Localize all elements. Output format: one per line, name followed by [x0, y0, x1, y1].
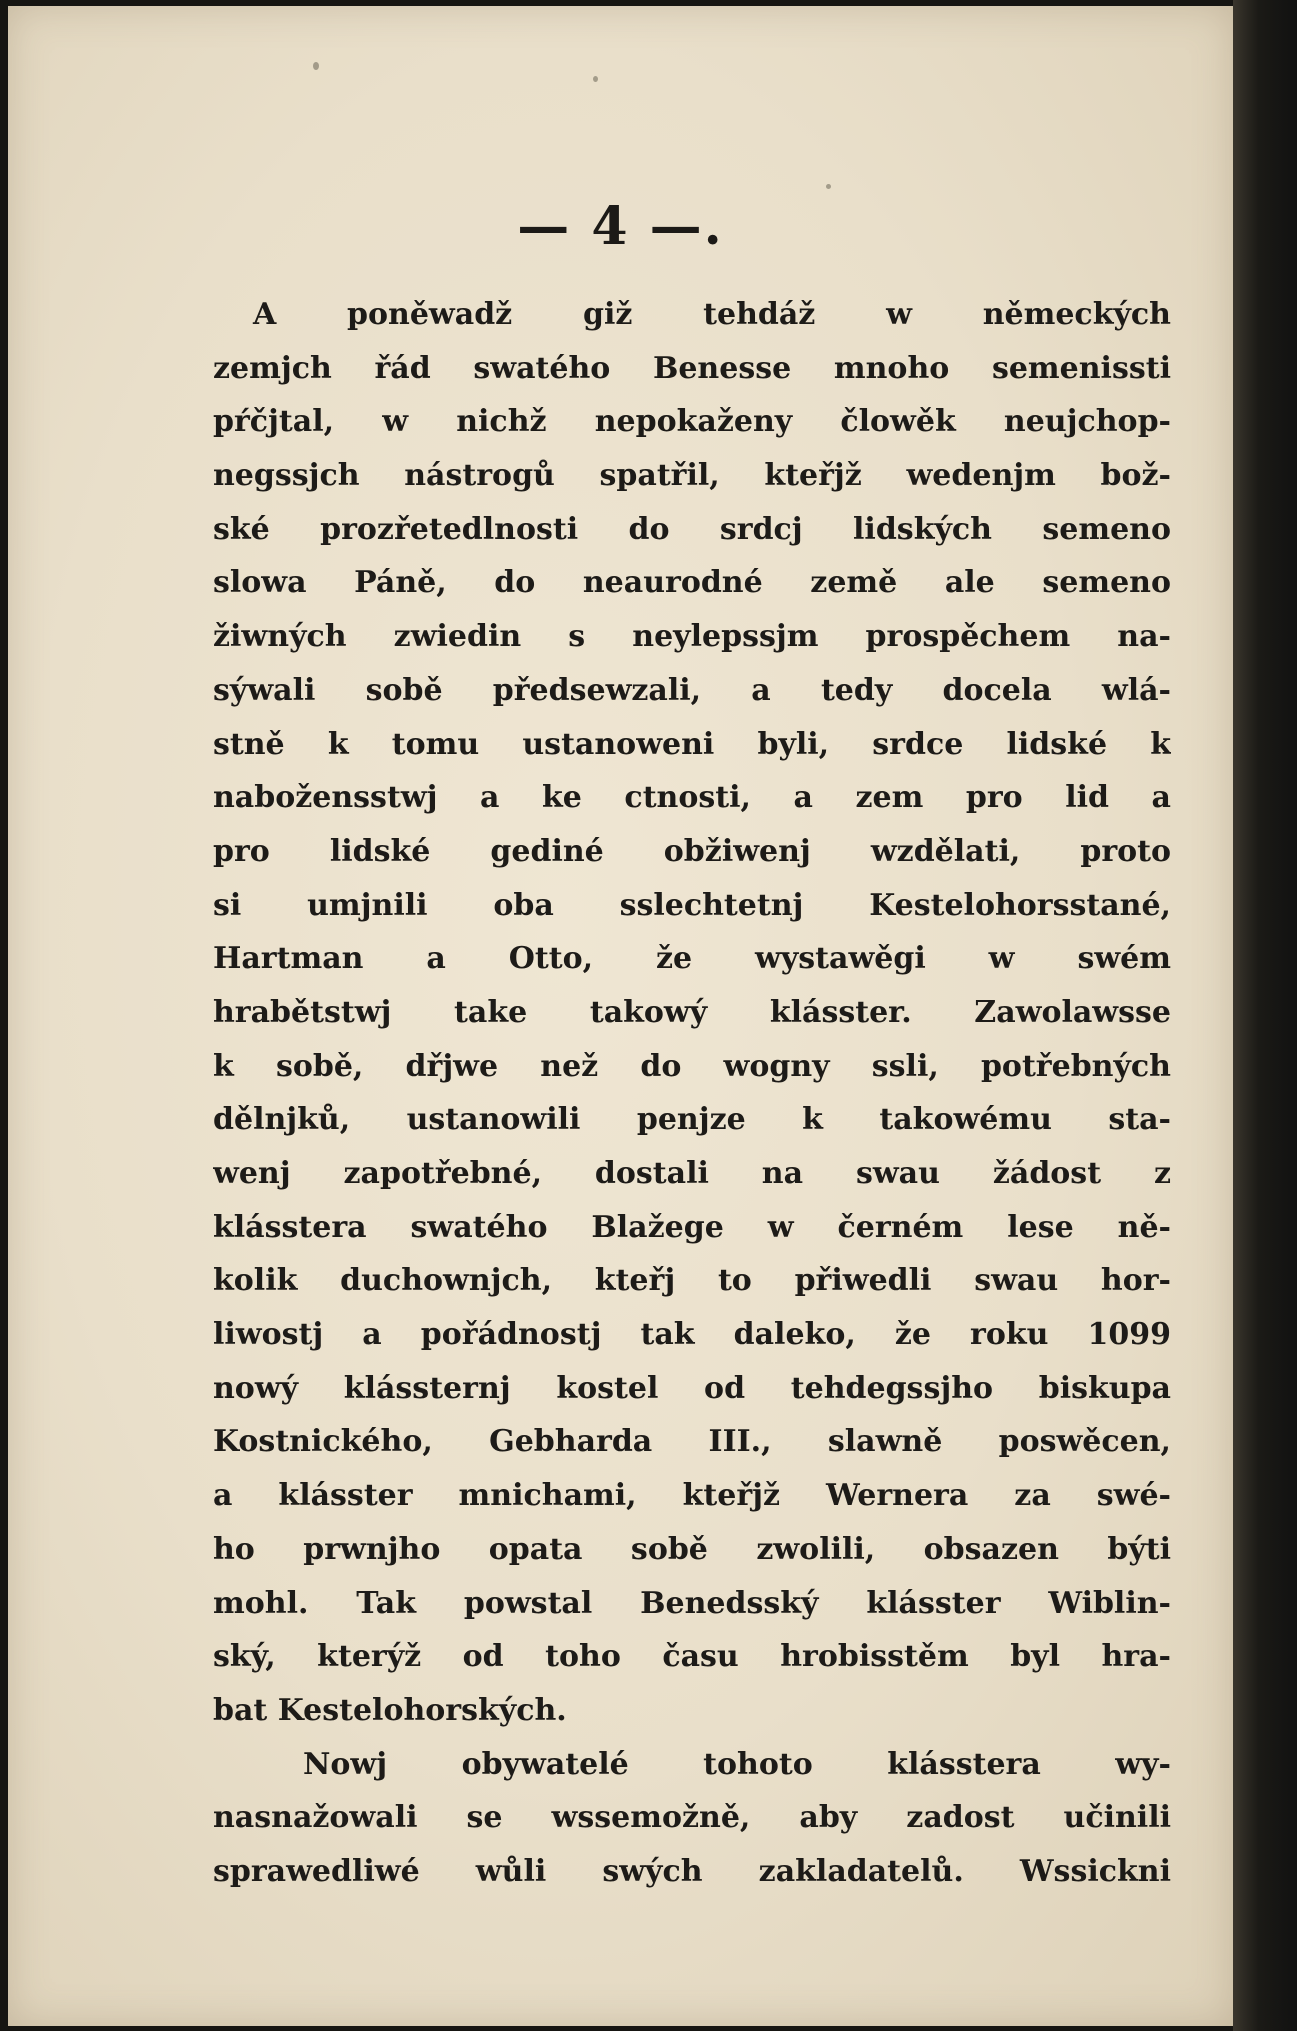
text-line: Nowj obywatelé tohoto klásstera wy- — [303, 1746, 1171, 1782]
text-line: ský, kterýž od toho času hrobisstěm byl hra- — [213, 1639, 1171, 1675]
text-line: negssjch nástrogů spatřil, kteřjž wedenjm bož- — [213, 458, 1171, 494]
text-line: zemjch řád swatého Benesse mnoho semenissti — [213, 350, 1171, 386]
text-line: Hartman a Otto, že wystawěgi w swém — [213, 941, 1171, 977]
page-number: — 4 —. — [517, 196, 724, 257]
text-line: bat Kestelohorských. — [213, 1692, 567, 1728]
text-line: pŕčjtal, w nichž nepokaženy člowěk neujchop- — [213, 404, 1171, 440]
text-line: pro lidské gediné obžiwenj wzdělati, proto — [213, 833, 1171, 869]
text-line: ho prwnjho opata sobě zwolili, obsazen býti — [213, 1531, 1171, 1567]
ink-speck — [313, 62, 319, 70]
text-line: klásstera swatého Blažege w černém lese ně- — [213, 1209, 1171, 1245]
text-line: ské prozřetedlnosti do srdcj lidských semeno — [213, 511, 1171, 547]
text-line: A poněwadž giž tehdáž w německých — [253, 297, 1171, 332]
page-body-text — [213, 288, 1171, 1899]
text-line: nasnažowali se wssemožně, aby zadost učinili — [213, 1800, 1171, 1836]
text-line: nabožensstwj a ke ctnosti, a zem pro lid a — [213, 780, 1171, 816]
text-line: Kostnického, Gebharda III., slawně poswěcen, — [213, 1424, 1171, 1460]
text-line: a klásster mnichami, kteřjž Wernera za swé- — [213, 1478, 1171, 1514]
text-line: k sobě, dřjwe než do wogny ssli, potřebných — [213, 1048, 1171, 1084]
text-line: liwostj a pořádnostj tak daleko, že roku 1099 — [213, 1317, 1171, 1353]
text-line: dělnjků, ustanowili penjze k takowému sta- — [213, 1102, 1171, 1138]
ink-speck — [826, 184, 831, 189]
text-line: sýwali sobě předsewzali, a tedy docela wlá- — [213, 672, 1171, 708]
text-line: nowý klássternj kostel od tehdegssjho biskupa — [213, 1370, 1171, 1406]
text-line: si umjnili oba sslechtetnj Kestelohorsstané, — [213, 887, 1171, 923]
book-page — [8, 6, 1233, 2026]
text-line: slowa Páně, do neaurodné země ale semeno — [213, 565, 1171, 601]
text-line: sprawedliwé wůli swých zakladatelů. Wssickni — [213, 1853, 1171, 1889]
text-line: wenj zapotřebné, dostali na swau žádost z — [213, 1156, 1171, 1191]
text-line: hrabětstwj take takowý klásster. Zawolawsse — [213, 994, 1171, 1030]
text-line: mohl. Tak powstal Benedsský klásster Wiblin- — [213, 1585, 1171, 1621]
text-line: žiwných zwiedin s neylepssjm prospěchem na- — [213, 619, 1171, 655]
binding-shadow — [1233, 0, 1297, 2031]
text-line: stně k tomu ustanoweni byli, srdce lidské k — [213, 726, 1171, 762]
text-line: kolik duchownjch, kteřj to přiwedli swau hor- — [213, 1263, 1171, 1299]
ink-speck — [593, 76, 598, 82]
